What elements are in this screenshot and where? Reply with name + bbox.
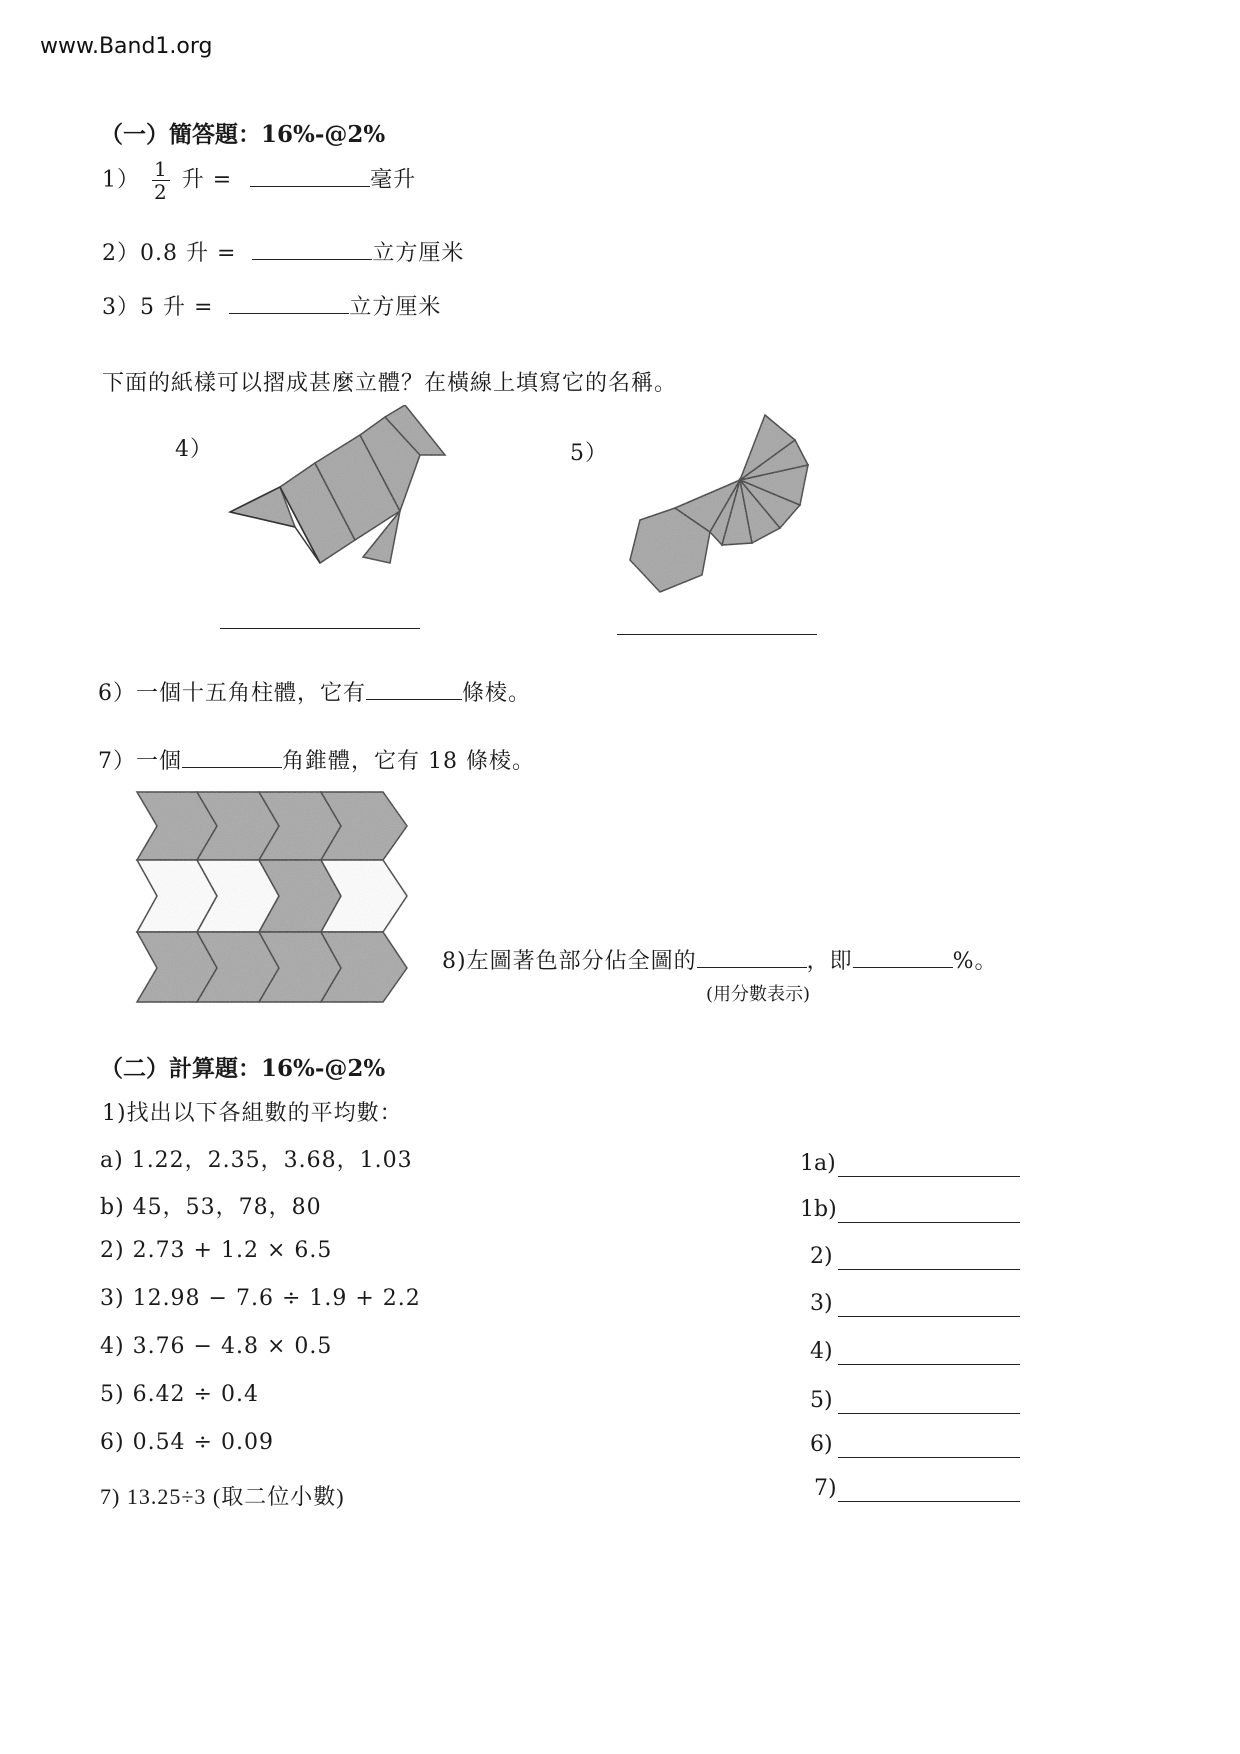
calc-question-3: 3) 12.98 − 7.6 ÷ 1.9 + 2.2: [100, 1286, 421, 1311]
q8-chevron-figure: [135, 790, 415, 1005]
answer-label-1b: 1b): [800, 1197, 837, 1222]
q8-note: (用分數表示): [706, 984, 811, 1005]
answer-label-7: 7): [814, 1476, 837, 1501]
q1-fraction: [152, 158, 170, 203]
question-3: [102, 290, 441, 321]
q1-number: 1）: [102, 167, 140, 193]
answer-label-5: 5): [810, 1388, 833, 1413]
q1-unit-to: 毫升: [370, 167, 417, 193]
q5-answer-line[interactable]: [617, 634, 817, 635]
q1-answer-blank[interactable]: [250, 166, 370, 187]
q1-fraction-numerator: 1: [154, 157, 168, 181]
calc-question-2: 2) 2.73 + 1.2 × 6.5: [100, 1238, 333, 1263]
answer-label-4: 4): [810, 1339, 833, 1364]
q4-label: 4）: [175, 437, 213, 462]
answer-line-2[interactable]: [838, 1269, 1020, 1270]
q1-unit-from: 升 =: [181, 167, 233, 193]
q4-answer-line[interactable]: [220, 628, 420, 629]
answer-line-1a[interactable]: [838, 1176, 1020, 1177]
answer-label-1a: 1a): [800, 1151, 836, 1176]
q2-answer-blank[interactable]: [252, 239, 372, 260]
q3-unit-to: 立方厘米: [349, 295, 442, 320]
site-url: www.Band1.org: [40, 34, 213, 59]
q2-text: 2）0.8 升 =: [102, 241, 237, 266]
q6-answer-blank[interactable]: [366, 679, 462, 700]
calc-question-1b: b) 45，53，78，80: [100, 1195, 322, 1220]
question-2: [102, 236, 464, 267]
q8-text-pre: 8)左圖著色部分佔全圖的: [442, 949, 697, 974]
answer-line-1b[interactable]: [838, 1222, 1020, 1223]
q7-text-post: 角錐體，它有 18 條棱。: [282, 749, 535, 774]
calc-question-7: 7) 13.25÷3 (取二位小數): [100, 1484, 345, 1509]
q3-answer-blank[interactable]: [229, 293, 349, 314]
q8-text-mid: ，即: [806, 949, 853, 974]
calc-question-4: 4) 3.76 − 4.8 × 0.5: [100, 1334, 333, 1359]
answer-label-6: 6): [810, 1432, 833, 1457]
q2-unit-to: 立方厘米: [372, 241, 465, 266]
q8-fraction-blank[interactable]: [697, 947, 807, 968]
q6-text-post: 條棱。: [462, 681, 532, 706]
section2-intro: 1)找出以下各組數的平均數：: [102, 1101, 403, 1126]
q7-text-pre: 7）一個: [98, 749, 182, 774]
answer-line-3[interactable]: [838, 1316, 1020, 1317]
q5-pyramid-net: [620, 410, 820, 595]
calc-question-5: 5) 6.42 ÷ 0.4: [100, 1382, 259, 1407]
q5-label: 5）: [570, 441, 608, 466]
question-8: [442, 944, 998, 975]
q1-fraction-denominator: 2: [154, 180, 168, 204]
question-7: [98, 744, 535, 775]
nets-prompt: 下面的紙樣可以摺成甚麼立體？在橫線上填寫它的名稱。: [102, 371, 678, 396]
section2-heading: （二）計算題：16%-@2%: [100, 1055, 386, 1082]
answer-label-3: 3): [810, 1291, 833, 1316]
answer-line-4[interactable]: [838, 1364, 1020, 1365]
q6-text-pre: 6）一個十五角柱體，它有: [98, 681, 366, 706]
q8-percent-blank[interactable]: [853, 947, 953, 968]
calc-question-6: 6) 0.54 ÷ 0.09: [100, 1430, 274, 1455]
calc-question-1a: a) 1.22，2.35，3.68，1.03: [100, 1148, 413, 1173]
question-6: [98, 676, 531, 707]
question-1: [102, 158, 416, 203]
q4-prism-net: [220, 405, 450, 590]
q7-answer-blank[interactable]: [182, 747, 282, 768]
answer-line-5[interactable]: [838, 1413, 1020, 1414]
q3-text: 3）5 升 =: [102, 295, 214, 320]
answer-label-2: 2): [810, 1244, 833, 1269]
q8-text-post: %。: [952, 949, 998, 974]
answer-line-7[interactable]: [838, 1501, 1020, 1502]
section1-heading: （一）簡答題：16%-@2%: [100, 121, 386, 148]
answer-line-6[interactable]: [838, 1457, 1020, 1458]
